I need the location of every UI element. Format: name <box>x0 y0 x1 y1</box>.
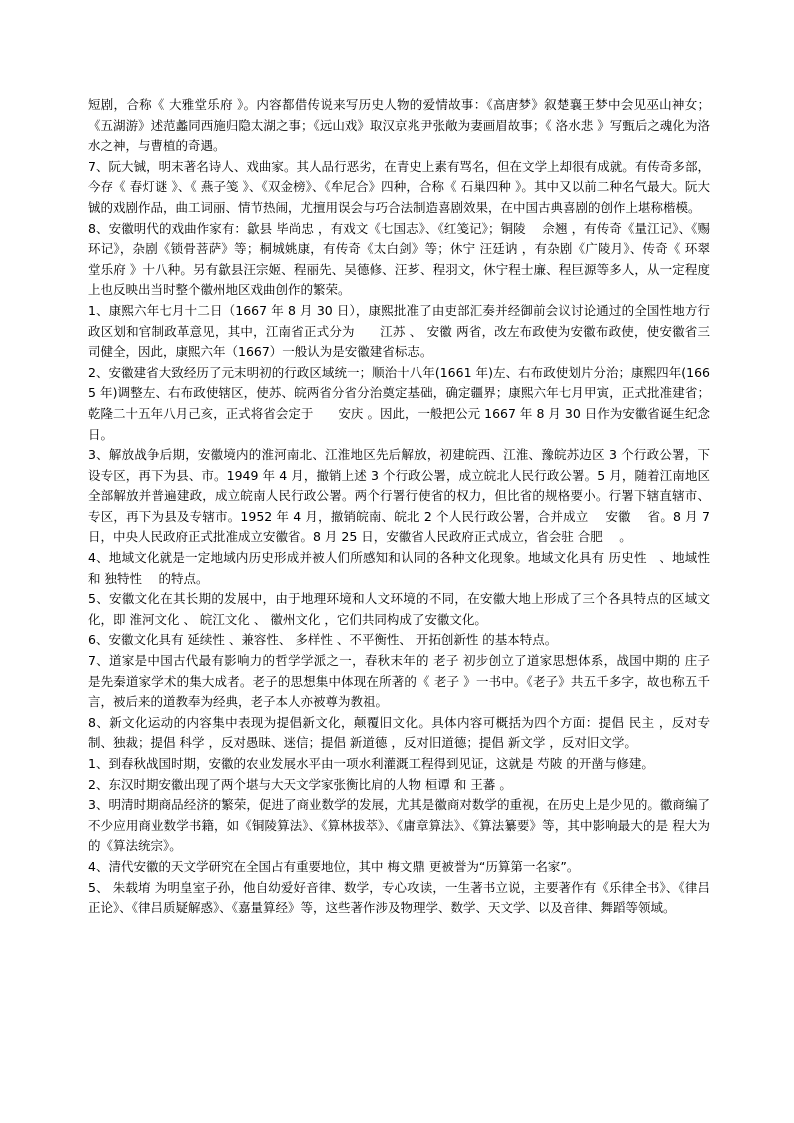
paragraph-mei-wending: 4、清代安徽的天文学研究在全国占有重要地位，其中 梅文鼎 更被誉为“历算第一名家”。 <box>88 858 580 874</box>
paragraph-culture-traits: 6、安徽文化具有 延续性 、兼容性、 多样性 、不平衡性、 开拓创新性 的基本特点。 <box>88 632 558 648</box>
paragraph-zhu-zaiyu: 5、 朱载堉 为明皇室子孙，他自幼爱好音律、数学，专心攻读，一生著书立说，主要著作有《乐律全书》、《律吕正论》、《律吕质疑解惑》、《嘉量算经》等，这些著作涉及物理学、数学、天文学、以及音律、舞蹈等领域。 <box>88 879 710 916</box>
paragraph-commercial-math: 3、明清时期商品经济的繁荣，促进了商业数学的发展，尤其是徽商对数学的重视，在历史上是少见的。徽商编了不少应用商业数学书籍，如《铜陵算法》、《算林拔萃》、《庸章算法》、《算法纂要》等，其中影响最大的是 程大为 的《算法统宗》。 <box>88 797 714 854</box>
paragraph-three-cultures: 5、安徽文化在其长期的发展中，由于地理环境和人文环境的不同，在安徽大地上形成了三个各具特点的区域文化，即 淮河文化 、 皖江文化 、 徽州文化 ，它们共同构成了安徽文化。 <box>88 591 710 627</box>
document-body <box>88 95 714 919</box>
paragraph-new-culture: 8、新文化运动的内容集中表现为提倡新文化，颠覆旧文化。具体内容可概括为四个方面：提倡 民主 ，反对专制、独裁；提倡 科学 ，反对愚昧、迷信；提倡 新道德 ，反对旧道德；提倡 新文学 ，反对旧文学。 <box>88 714 710 751</box>
paragraph-theater-daya: 短剧，合称《 大雅堂乐府 》。内容都借传说来写历史人物的爱情故事：《高唐梦》叙楚襄王梦中会见巫山神女；《五湖游》述范蠡同西施归隐太湖之事；《远山戏》取汉京兆尹张敞为妻画眉故事；《 洛水悲 》写甄后之魂化为洛水之神，与曹植的奇遇。 <box>88 97 710 154</box>
paragraph-ruan-dacheng: 7、阮大铖，明末著名诗人、戏曲家。其人品行恶劣，在青史上素有骂名，但在文学上却很有成就。有传奇多部，今存《 春灯谜 》、《 燕子笺 》、《双金榜》、《牟尼合》四种，合称《 石巢四种 》。其中又以前二种名气最大。阮大铖的戏剧作品，曲工词丽、情节热闹，尤擅用误会与巧合法制造喜剧效果，在中国古典喜剧的创作上堪称楷模。 <box>88 158 710 215</box>
paragraph-province-history: 2、安徽建省大致经历了元末明初的行政区域统一；顺治十八年(1661 年)左、右布政使划片分治；康熙四年(1665 年)调整左、右布政使辖区，使苏、皖两省分省分治奠定基础，确定疆界；康熙六年七月甲寅，正式批准建省；乾隆二十五年八月己亥，正式将省会定于 安庆 。因此，一般把公元 1667 年 8 月 30 日作为安徽省诞生纪念日。 <box>88 364 710 442</box>
paragraph-regional-culture: 4、地域文化就是一定地域内历史形成并被人们所感知和认同的各种文化现象。地域文化具有 历史性 、地域性和 独特性 的特点。 <box>88 550 710 586</box>
paragraph-astronomers: 2、东汉时期安徽出现了两个堪与大天文学家张衡比肩的人物 桓谭 和 王蕃 。 <box>88 776 512 792</box>
paragraph-taoism: 7、道家是中国古代最有影响力的哲学学派之一，春秋末年的 老子 初步创立了道家思想体系，战国中期的 庄子 是先秦道家学术的集大成者。老子的思想集中体现在所著的《 老子 》一书中。《老子》共五千多字，故也称五千言，被后来的道教奉为经典，老子本人亦被尊为教祖。 <box>88 653 714 710</box>
paragraph-ming-playwrights: 8、安徽明代的戏曲作家有：歙县 毕尚忠 ，有戏文《七国志》、《红笺记》；铜陵 佘翘 ，有传奇《量江记》、《赐环记》，杂剧《锁骨菩萨》等；桐城姚康，有传奇《太白剑》等；休宁 汪廷讷 ，有杂剧《广陵月》、传奇《 环翠堂乐府 》十八种。另有歙县汪宗姬、程丽先、吴德修、汪芗、程羽文，休宁程士廉、程巨源等多人，从一定程度上也反映出当时整个徽州地区戏曲创作的繁荣。 <box>88 220 710 298</box>
paragraph-province-founding: 1、康熙六年七月十二日（1667 年 8 月 30 日），康熙批准了由吏部汇奏并经御前会议讨论通过的全国性地方行政区划和官制政革意见，其中，江南省正式分为 江苏 、 安徽 两省，改左布政使为安徽布政使，使安徽省三司健全，因此，康熙六年（1667）一般认为是安徽建省标志。 <box>88 302 710 360</box>
paragraph-shaopi: 1、到春秋战国时期，安徽的农业发展水平由一项水利灌溉工程得到见证，这就是 芍陂 的开凿与修建。 <box>88 756 654 771</box>
paragraph-liberation-era: 3、解放战争后期，安徽境内的淮河南北、江淮地区先后解放，初建皖西、江淮、豫皖苏边区 3 个行政公署，下设专区，再下为县、市。1949 年 4 月，撤销上述 3 个行政公署，成立皖北人民行政公署。5 月，随着江南地区全部解放并普遍建政，成立皖南人民行政公署。两个行署行使省的权力，但比省的规格要小。行署下辖直辖市、专区，再下为县及专辖市。1952 年 4 月，撤销皖南、皖北 2 个人民行政公署，合并成立 安徽 省。8 月 7 日，中央人民政府正式批准成立安徽省。8 月 25 日，安徽省人民政府正式成立，省会驻 合肥 。 <box>88 447 714 545</box>
